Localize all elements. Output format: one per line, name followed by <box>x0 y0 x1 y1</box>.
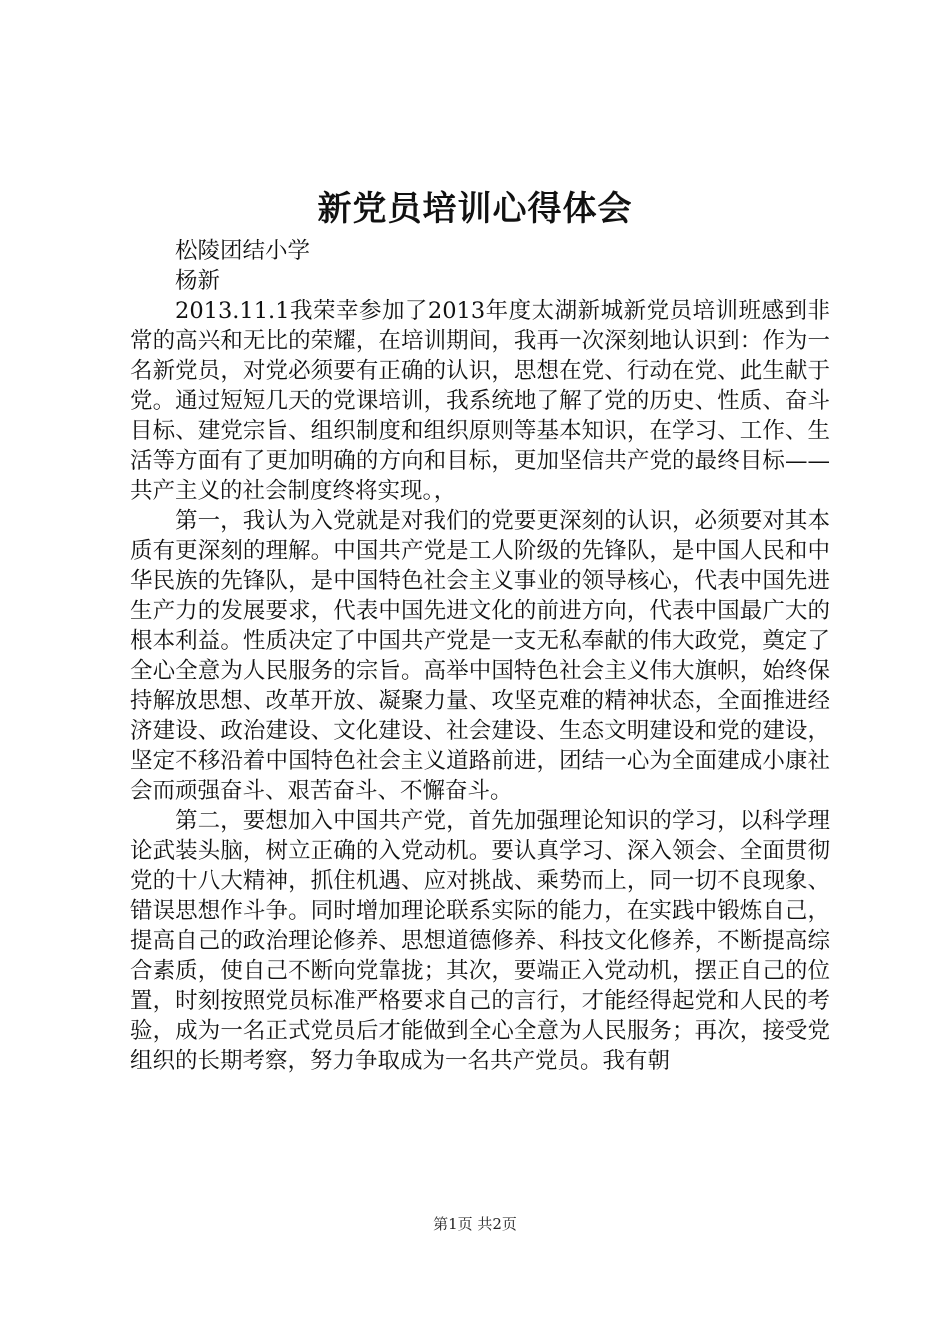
paragraph-first: 第一，我认为入党就是对我们的党要更深刻的认识，必须要对其本质有更深刻的理解。中国共产党是工人阶级的先锋队，是中国人民和中华民族的先锋队，是中国特色社会主义事业的领导核心，代表中国先进生产力的发展要求，代表中国先进文化的前进方向，代表中国最广大的根本利益。性质决定了中国共产党是一支无私奉献的伟大政党，奠定了全心全意为人民服务的宗旨。高举中国特色社会主义伟大旗帜，始终保持解放思想、改革开放、凝聚力量、攻坚克难的精神状态，全面推进经济建设、政治建设、文化建设、社会建设、生态文明建设和党的建设，坚定不移沿着中国特色社会主义道路前进，团结一心为全面建成小康社会而顽强奋斗、艰苦奋斗、不懈奋斗。 <box>130 508 830 804</box>
school-line: 松陵团结小学 <box>175 238 311 264</box>
author-line: 杨新 <box>175 268 221 294</box>
document-title: 新党员培训心得体会 <box>317 189 633 229</box>
page-footer: 第1页 共2页 <box>433 1215 517 1233</box>
document-body <box>130 236 830 1076</box>
paragraph-second: 第二，要想加入中国共产党，首先加强理论知识的学习，以科学理论武装头脑，树立正确的入党动机。要认真学习、深入领会、全面贯彻党的十八大精神，抓住机遇、应对挑战、乘势而上，同一切不良现象、错误思想作斗争。同时增加理论联系实际的能力，在实践中锻炼自己，提高自己的政治理论修养、思想道德修养、科技文化修养，不断提高综合素质，使自己不断向党靠拢；其次，要端正入党动机，摆正自己的位置，时刻按照党员标准严格要求自己的言行，才能经得起党和人民的考验，成为一名正式党员后才能做到全心全意为人民服务；再次，接受党组织的长期考察，努力争取成为一名共产党员。我有朝 <box>130 808 830 1074</box>
paragraph-intro: 2013.11.1我荣幸参加了2013年度太湖新城新党员培训班感到非常的高兴和无比的荣耀，在培训期间，我再一次深刻地认识到：作为一名新党员，对党必须要有正确的认识，思想在党、行动在党、此生献于党。通过短短几天的党课培训，我系统地了解了党的历史、性质、奋斗目标、建党宗旨、组织制度和组织原则等基本知识，在学习、工作、生活等方面有了更加明确的方向和目标，更加坚信共产党的最终目标——共产主义的社会制度终将实现。， <box>130 298 830 504</box>
